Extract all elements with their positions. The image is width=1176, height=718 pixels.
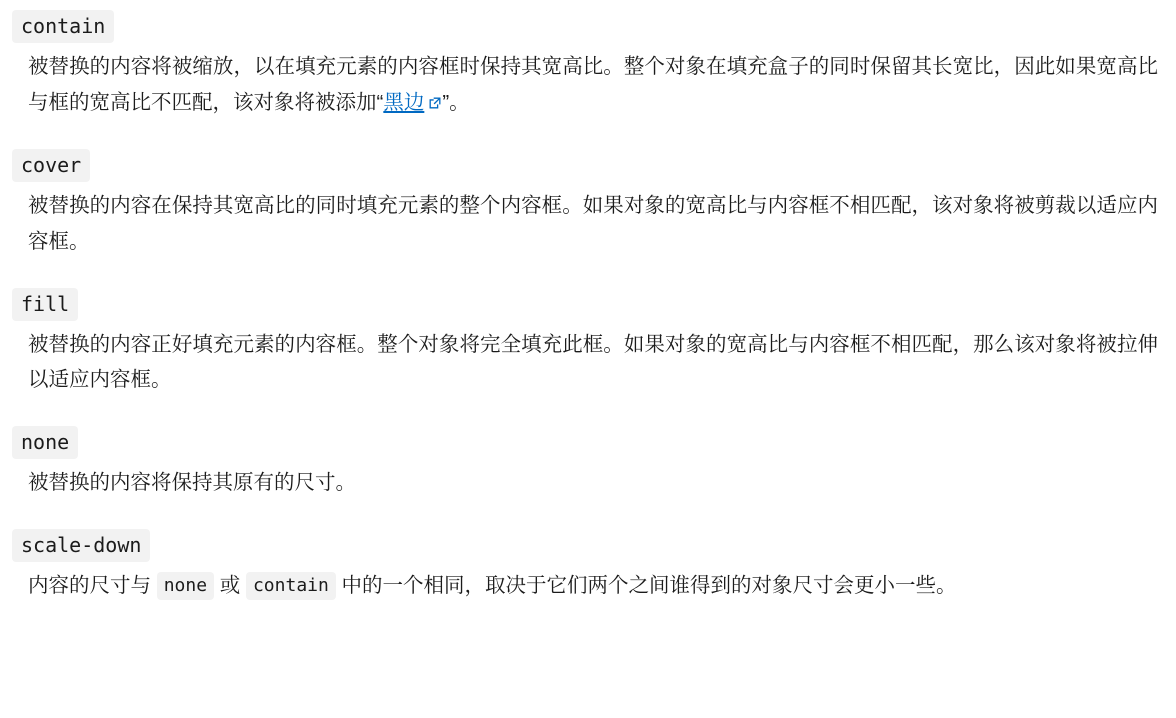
term-cover (12, 149, 1158, 182)
description-scale-down-part1: 内容的尺寸与 (28, 574, 157, 598)
term-code-cover: cover (12, 149, 90, 182)
external-link-icon (428, 96, 442, 110)
description-cover: 被替换的内容在保持其宽高比的同时填充元素的整个内容框。如果对象的宽高比与内容框不相匹配，该对象将被剪裁以适应内容框。 (28, 193, 1158, 253)
term-none (12, 426, 1158, 459)
description-scale-down (12, 568, 1158, 604)
description-none: 被替换的内容将保持其原有的尺寸。 (28, 471, 356, 495)
link-black-bars-label: 黑边 (383, 90, 425, 114)
description-scale-down-part2: 或 (214, 574, 246, 598)
description-scale-down-part3: 中的一个相同，取决于它们两个之间谁得到的对象尺寸会更小一些。 (335, 574, 957, 598)
inline-code-none: none (157, 572, 214, 600)
term-fill (12, 288, 1158, 321)
term-contain (12, 10, 1158, 43)
term-scale-down (12, 529, 1158, 562)
description-contain-part2: ”。 (442, 90, 470, 114)
description-fill: 被替换的内容正好填充元素的内容框。整个对象将完全填充此框。如果对象的宽高比与内容框不相匹配，那么该对象将被拉伸以适应内容框。 (28, 332, 1158, 392)
description-contain-part1: 被替换的内容将被缩放，以在填充元素的内容框时保持其宽高比。整个对象在填充盒子的同时保留其长宽比，因此如果宽高比与框的宽高比不匹配，该对象将被添加“ (28, 55, 1158, 114)
term-code-none: none (12, 426, 78, 459)
inline-code-contain: contain (246, 572, 336, 600)
term-code-scale-down: scale-down (12, 529, 150, 562)
link-black-bars[interactable] (383, 91, 424, 114)
term-code-contain: contain (12, 10, 114, 43)
description-contain (12, 49, 1158, 121)
term-code-fill: fill (12, 288, 78, 321)
